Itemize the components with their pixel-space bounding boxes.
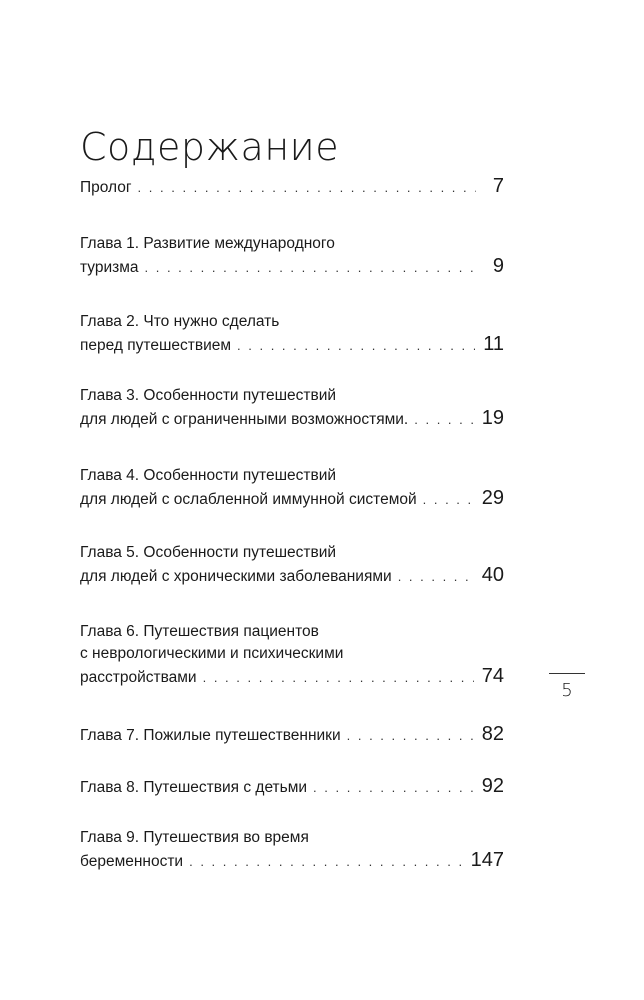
dot-leader — [347, 725, 474, 747]
toc-entry-title: Глава 1. Развитие международного — [80, 235, 335, 252]
toc-entry-chapter-9[interactable] — [80, 827, 504, 873]
toc-entry-chapter-3[interactable] — [80, 385, 504, 431]
dot-leader — [189, 851, 463, 873]
toc-entry-title-cont: расстройствами — [80, 669, 197, 686]
toc-entry-title-cont: для людей с ослабленной иммунной системой — [80, 491, 417, 508]
toc-entry-title: Глава 3. Особенности путешествий — [80, 387, 337, 404]
toc-page-number: 7 — [492, 175, 504, 197]
toc-page-number: 74 — [481, 665, 504, 687]
toc-entry-chapter-2[interactable] — [80, 311, 504, 357]
toc-entry-title: Глава 5. Особенности путешествий — [80, 544, 337, 561]
toc-entry-title-cont: с неврологическими и психическими — [80, 645, 344, 662]
dot-leader — [203, 667, 474, 689]
page-number: 5 — [561, 680, 573, 701]
toc-entry-title: Глава 2. Что нужно сделать — [80, 313, 280, 330]
toc-entry-title: Глава 6. Путешествия пациентов — [80, 623, 319, 640]
dot-leader — [313, 777, 474, 799]
toc-entry-title-cont: перед путешествием — [80, 337, 232, 354]
toc-page-number: 40 — [481, 564, 504, 586]
toc-page-number: 92 — [481, 775, 504, 797]
toc-page-number: 19 — [481, 407, 504, 429]
toc-page-number: 147 — [470, 849, 504, 871]
toc-entry-title: Глава 7. Пожилые путешественники — [80, 727, 341, 744]
toc-entry-chapter-8[interactable] — [80, 775, 504, 799]
toc-entry-chapter-6[interactable] — [80, 621, 504, 689]
toc-entry-chapter-4[interactable] — [80, 465, 504, 511]
dot-leader — [423, 489, 474, 511]
dot-leader — [145, 257, 476, 279]
toc-entry-chapter-1[interactable] — [80, 233, 504, 279]
toc-page-number: 82 — [481, 723, 504, 745]
page-title: Содержание — [80, 125, 340, 170]
toc-entry-title: Глава 4. Особенности путешествий — [80, 467, 337, 484]
toc-entry-title: Пролог — [80, 179, 132, 196]
folio-rule — [549, 673, 585, 674]
toc-entry-chapter-7[interactable] — [80, 723, 504, 747]
toc-entry-title-cont: для людей с ограниченными возможностями. — [80, 411, 409, 428]
toc-page-number: 11 — [483, 333, 504, 355]
toc-page-number: 9 — [492, 255, 504, 277]
toc-entry-title: Глава 9. Путешествия во время — [80, 829, 309, 846]
toc-entry-prologue[interactable] — [80, 175, 504, 199]
page-folio — [549, 673, 585, 701]
dot-leader — [414, 409, 474, 431]
toc-entry-chapter-5[interactable] — [80, 542, 504, 588]
dot-leader — [398, 566, 474, 588]
toc-entry-title-cont: для людей с хроническими заболеваниями — [80, 568, 392, 585]
dot-leader — [138, 177, 476, 199]
toc-entry-title-cont: туризма — [80, 259, 139, 276]
toc-entry-title-cont: беременности — [80, 853, 184, 870]
dot-leader — [237, 335, 475, 357]
toc-entry-title: Глава 8. Путешествия с детьми — [80, 779, 308, 796]
toc-page-number: 29 — [481, 487, 504, 509]
